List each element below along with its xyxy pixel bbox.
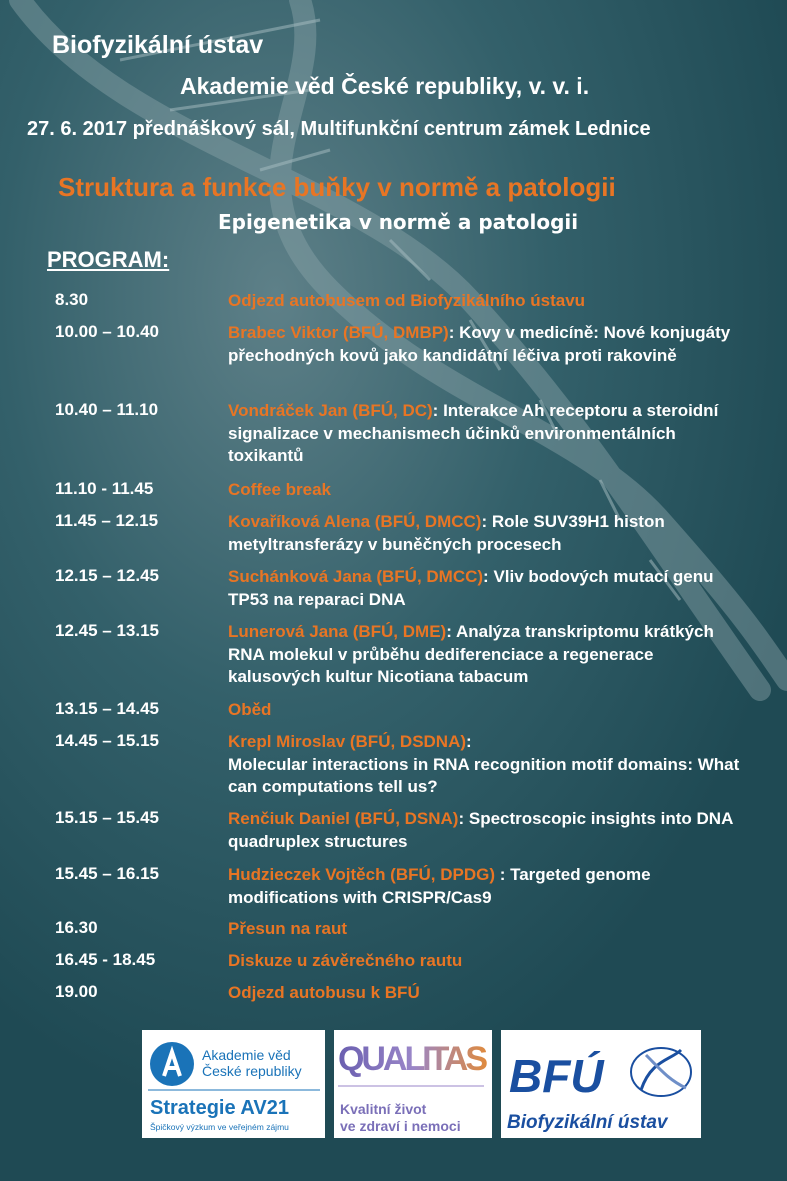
program-description <box>228 950 748 973</box>
program-separator: : <box>466 732 472 751</box>
program-speaker: Brabec Viktor (BFÚ, DMBP) <box>228 323 449 342</box>
program-time: 12.15 – 12.45 <box>55 566 159 585</box>
program-description <box>228 511 748 556</box>
program-description <box>228 918 748 941</box>
date-venue: 27. 6. 2017 přednáškový sál, Multifunkční centrum zámek Lednice <box>27 118 651 140</box>
program-time: 15.45 – 16.15 <box>55 864 159 883</box>
avcr-strategy: Strategie AV21 <box>150 1097 289 1119</box>
avcr-line2: České republiky <box>202 1063 302 1079</box>
program-description <box>228 322 748 367</box>
program-time: 11.45 – 12.15 <box>55 511 159 530</box>
program-speaker: Renčiuk Daniel (BFÚ, DSNA) <box>228 809 459 828</box>
program-separator: : <box>448 323 460 342</box>
program-time: 14.45 – 15.15 <box>55 731 159 750</box>
program-separator: : <box>458 809 469 828</box>
program-description <box>228 731 748 799</box>
program-separator: : <box>481 512 492 531</box>
bfu-emblem-icon <box>501 1030 701 1138</box>
program-talk: Kovy v medicíně: Nové konjugáty přechodných kovů jako kandidátní léčiva proti rakovině <box>228 323 731 365</box>
program-speaker: Suchánková Jana (BFÚ, DMCC) <box>228 567 484 586</box>
program-speaker: Coffee break <box>228 480 331 499</box>
program-description <box>228 400 748 468</box>
program-speaker: Diskuze u závěrečného rautu <box>228 951 463 970</box>
program-time: 12.45 – 13.15 <box>55 621 159 640</box>
avcr-tagline: Špičkový výzkum ve veřejném zájmu <box>150 1122 289 1132</box>
academy-name: Akademie věd České republiky, v. v. i. <box>180 73 590 99</box>
program-time: 19.00 <box>55 982 98 1001</box>
program-separator: : <box>446 622 456 641</box>
program-speaker: Odjezd autobusem od Biofyzikálního ústavu <box>228 291 586 310</box>
program-talk: Molecular interactions in RNA recognition motif domains: What can computations tell us? <box>228 754 740 796</box>
program-description <box>228 808 748 853</box>
program-time: 15.15 – 15.45 <box>55 808 159 827</box>
program-time: 10.40 – 11.10 <box>55 400 159 419</box>
qualitas-wordmark-icon <box>334 1030 492 1138</box>
program-description <box>228 621 748 689</box>
program-talk: Spectroscopic insights into DNA quadruplex structures <box>228 809 733 851</box>
program-description <box>228 290 748 313</box>
program-time: 16.45 - 18.45 <box>55 950 156 969</box>
program-talk: Vliv bodových mutací genu TP53 na reparaci DNA <box>228 567 714 609</box>
institute-name: Biofyzikální ústav <box>52 31 264 59</box>
qualitas-logo <box>334 1030 492 1138</box>
program-speaker: Odjezd autobusu k BFÚ <box>228 983 420 1002</box>
avcr-logo <box>142 1030 325 1138</box>
program-description <box>228 864 748 909</box>
program-heading: PROGRAM: <box>47 247 170 272</box>
avcr-emblem-icon <box>142 1030 325 1138</box>
program-time: 16.30 <box>55 918 98 937</box>
bfu-full-name: Biofyzikální ústav <box>507 1112 668 1133</box>
program-separator: : <box>432 401 444 420</box>
program-talk: Analýza transkriptomu krátkých RNA molekul v průběhu dediferenciace a regenerace kalusových kultur Nicotiana tabacum <box>228 622 714 686</box>
program-speaker: Oběd <box>228 700 272 719</box>
program-description <box>228 982 748 1005</box>
event-title: Struktura a funkce buňky v normě a patologii <box>58 172 616 202</box>
bfu-logo <box>501 1030 701 1138</box>
program-talk: Role SUV39H1 histon metyltransferázy v buněčných procesech <box>228 512 665 554</box>
qualitas-line2: ve zdraví i nemoci <box>340 1118 461 1134</box>
program-description <box>228 479 748 502</box>
program-time: 11.10 - 11.45 <box>55 479 154 498</box>
program-speaker: Vondráček Jan (BFÚ, DC) <box>228 401 433 420</box>
bfu-name: BFÚ <box>509 1050 604 1102</box>
program-speaker: Lunerová Jana (BFÚ, DME) <box>228 622 447 641</box>
program-time: 8.30 <box>55 290 89 309</box>
program-separator: : <box>483 567 494 586</box>
program-time: 10.00 – 10.40 <box>55 322 159 341</box>
program-description <box>228 699 748 722</box>
program-talk: Targeted genome modifications with CRISPR/Cas9 <box>228 865 651 907</box>
event-subtitle: Epigenetika v normě a patologii <box>218 210 579 234</box>
program-talk: Interakce Ah receptoru a steroidní signalizace v mechanismech účinků environmentálních toxikantů <box>228 401 719 465</box>
program-time: 13.15 – 14.45 <box>55 699 159 718</box>
qualitas-line1: Kvalitní život <box>340 1101 427 1117</box>
qualitas-name: QUALITAS <box>338 1040 488 1078</box>
program-separator: : <box>495 865 511 884</box>
program-speaker: Kovaříková Alena (BFÚ, DMCC) <box>228 512 482 531</box>
program-description <box>228 566 748 611</box>
program-speaker: Hudzieczek Vojtěch (BFÚ, DPDG) <box>228 865 495 884</box>
avcr-line1: Akademie věd <box>202 1047 291 1063</box>
program-speaker: Krepl Miroslav (BFÚ, DSDNA) <box>228 732 467 751</box>
program-speaker: Přesun na raut <box>228 919 348 938</box>
